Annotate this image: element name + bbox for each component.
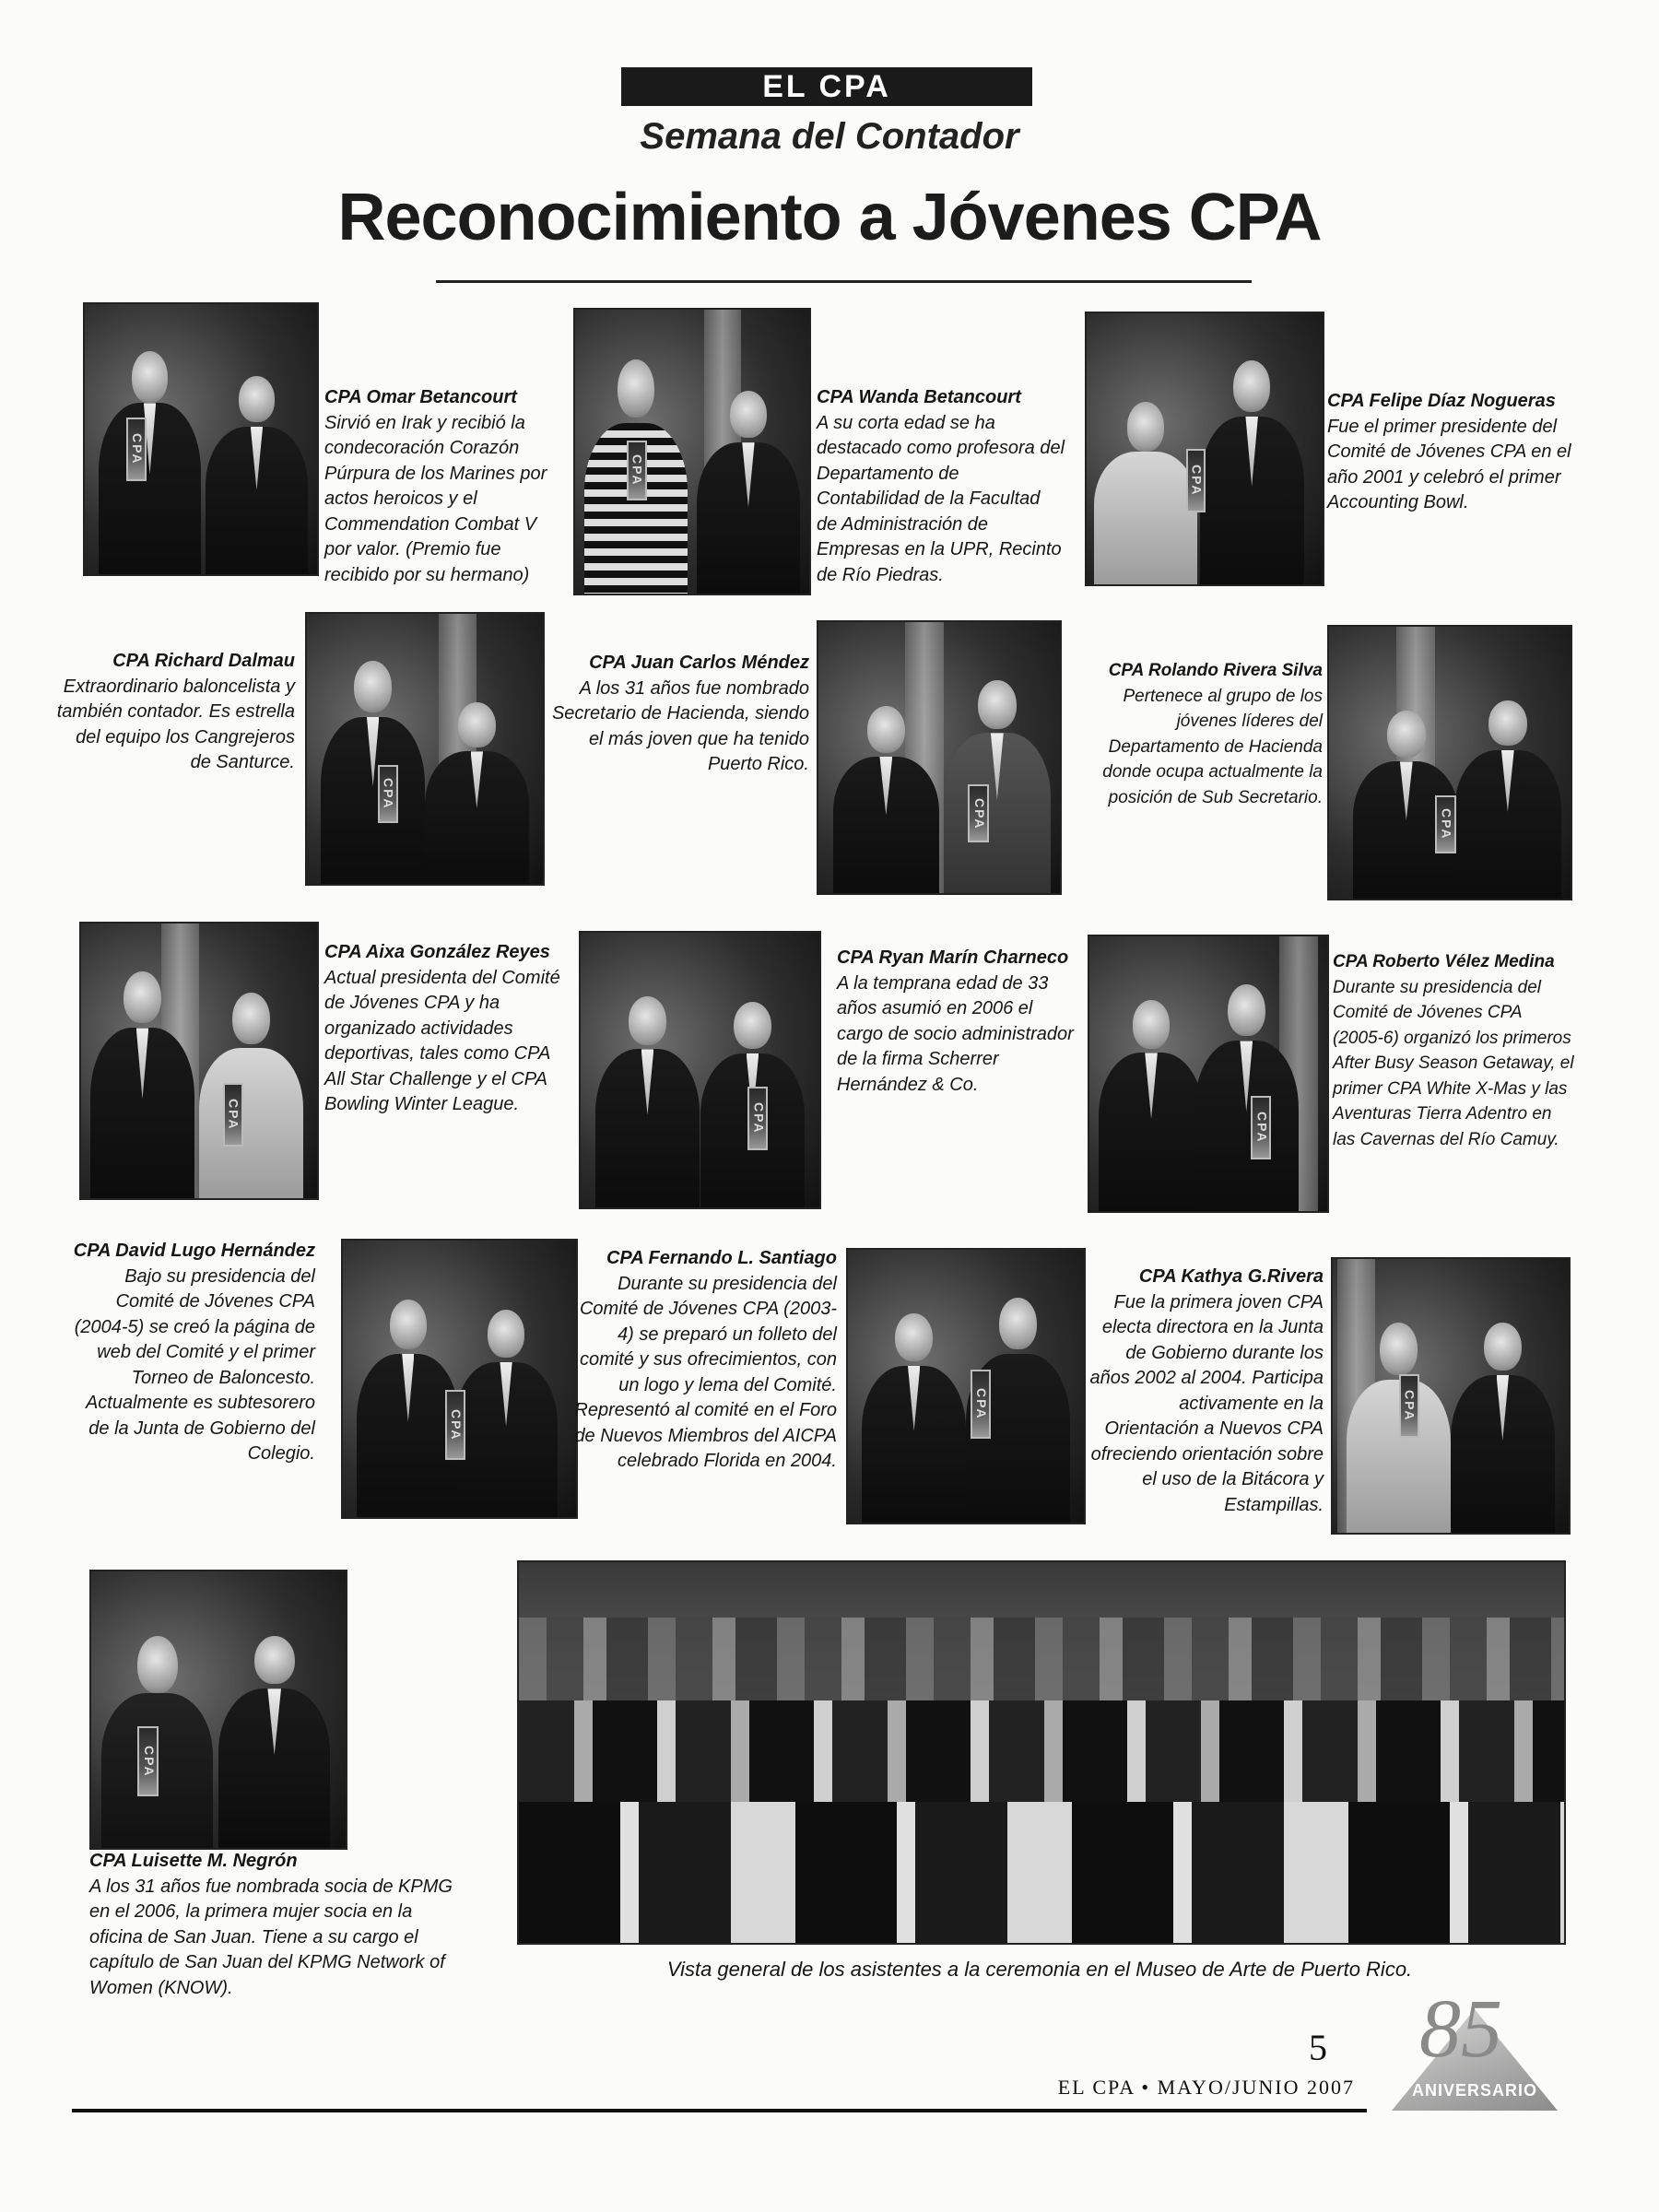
award-plaque: CPA: [1251, 1096, 1271, 1160]
group-photo-audience: [517, 1560, 1566, 1945]
profile-name: CPA Felipe Díaz Nogueras: [1327, 391, 1556, 411]
award-plaque: CPA: [968, 784, 988, 842]
photo-luisette-m-negron: [89, 1570, 347, 1850]
profile-description: Fue el primer presidente del Comité de Jóvenes CPA en el año 2001 y celebró el primer Accounting Bowl.: [1327, 416, 1571, 512]
caption-richard-dalmau: [55, 649, 295, 776]
photo-fernando-l-santiago: [846, 1248, 1086, 1524]
photo-juan-carlos-mendez: [817, 620, 1062, 895]
masthead: EL CPA: [621, 67, 1032, 106]
profile-name: CPA Fernando L. Santiago: [606, 1248, 837, 1268]
photo-richard-dalmau: [305, 612, 545, 886]
photo-ryan-marin-charneco: [579, 931, 821, 1209]
photo-roberto-velez-medina: [1088, 935, 1329, 1213]
award-plaque: CPA: [137, 1726, 159, 1796]
caption-kathya-g-rivera: [1084, 1265, 1324, 1518]
caption-juan-carlos-mendez: [549, 651, 809, 778]
photo-aixa-gonzalez-reyes: [79, 922, 319, 1200]
group-photo-caption: Vista general de los asistentes a la ceremonia en el Museo de Arte de Puerto Rico.: [666, 1958, 1413, 1981]
caption-ryan-marin-charneco: [837, 946, 1078, 1098]
award-plaque: CPA: [223, 1083, 243, 1147]
caption-wanda-betancourt: [817, 385, 1065, 588]
profile-description: Actual presidenta del Comité de Jóvenes CPA y ha organizado actividades deportivas, tales como CPA All Star Challenge y el CPA Bowling Winter League.: [324, 967, 560, 1114]
anniversary-word: ANIVERSARIO: [1411, 2081, 1537, 2100]
profile-name: CPA Aixa González Reyes: [324, 942, 550, 962]
profile-name: CPA David Lugo Hernández: [73, 1241, 315, 1261]
profile-name: CPA Wanda Betancourt: [817, 387, 1021, 407]
photo-david-lugo-hernandez: [341, 1239, 578, 1519]
anniversary-number: 85: [1419, 1983, 1502, 2075]
footer-divider: [72, 2109, 1367, 2112]
award-plaque: CPA: [445, 1390, 465, 1460]
award-plaque: CPA: [747, 1087, 768, 1151]
caption-rolando-rivera-silva: [1069, 658, 1323, 810]
award-plaque: CPA: [126, 418, 147, 480]
award-plaque: CPA: [627, 441, 647, 501]
profile-description: Fue la primera joven CPA electa directora en la Junta de Gobierno durante los años 2002 al 2004. Participa activamente en la Orientación a Nuevos CPA ofreciendo orientación sobre el uso de la Bitácora y Estampillas.: [1089, 1291, 1324, 1515]
profile-description: A su corta edad se ha destacado como profesora del Departamento de Contabilidad de la Facultad de Administración de Empresas en la UPR, Recinto de Río Piedras.: [817, 412, 1065, 585]
section-title: Semana del Contador: [640, 116, 1019, 157]
photo-rolando-rivera-silva: [1327, 625, 1572, 900]
page-headline: Reconocimiento a Jóvenes CPA: [337, 181, 1322, 254]
profile-name: CPA Rolando Rivera Silva: [1108, 661, 1323, 680]
profile-description: A los 31 años fue nombrada socia de KPMG en el 2006, la primera mujer socia en la oficina de San Juan. Tiene a su cargo el capítulo de San Juan del KPMG Network of Women (KNOW).: [89, 1876, 453, 1998]
award-plaque: CPA: [971, 1370, 991, 1439]
page-number: 5: [1309, 2027, 1327, 2068]
photo-wanda-betancourt: [573, 308, 811, 595]
photo-felipe-diaz-nogueras: [1085, 312, 1324, 586]
profile-name: CPA Richard Dalmau: [112, 651, 295, 671]
profile-description: Pertenece al grupo de los jóvenes líderes del Departamento de Hacienda donde ocupa actualmente la posición de Sub Secretario.: [1102, 686, 1323, 807]
profile-name: CPA Kathya G.Rivera: [1138, 1266, 1324, 1287]
award-plaque: CPA: [1435, 795, 1455, 853]
profile-name: CPA Juan Carlos Méndez: [589, 653, 809, 673]
award-plaque: CPA: [1186, 449, 1206, 512]
caption-david-lugo-hernandez: [65, 1239, 315, 1467]
profile-description: Bajo su presidencia del Comité de Jóvenes CPA (2004-5) se creó la página de web del Comité y el primer Torneo de Baloncesto. Actualmente es subtesorero de la Junta de Gobierno del Colegio.: [74, 1265, 315, 1464]
caption-roberto-velez-medina: [1333, 949, 1574, 1152]
caption-fernando-l-santiago: [566, 1246, 837, 1475]
profile-description: Sirvió en Irak y recibió la condecoración Corazón Púrpura de los Marines por actos heroicos y el Commendation Combat V por valor. (Premio fue recibido por su hermano): [324, 412, 547, 585]
caption-luisette-m-negron: [89, 1849, 458, 2001]
anniversary-logo: [1382, 1982, 1567, 2120]
footer-publication: EL CPA • MAYO/JUNIO 2007: [1057, 2076, 1355, 2099]
award-plaque: CPA: [378, 765, 398, 823]
profile-name: CPA Roberto Vélez Medina: [1333, 952, 1555, 971]
profile-name: CPA Luisette M. Negrón: [89, 1851, 298, 1871]
caption-omar-betancourt: [324, 385, 564, 588]
profile-description: Durante su presidencia del Comité de Jóvenes CPA (2005-6) organizó los primeros After Busy Season Getaway, el primer CPA White X-Mas y las Aventuras Tierra Adentro en las Cavernas del Río Camuy.: [1333, 977, 1574, 1149]
photo-kathya-g-rivera: [1331, 1257, 1571, 1535]
caption-aixa-gonzalez-reyes: [324, 940, 573, 1118]
profile-description: Extraordinario baloncelista y también contador. Es estrella del equipo los Cangrejeros de Santurce.: [56, 676, 295, 772]
headline-divider: [436, 280, 1252, 283]
profile-description: Durante su presidencia del Comité de Jóvenes CPA (2003-4) se preparó un folleto del comité y sus ofrecimientos, con un logo y lema del Comité. Representó al comité en el Foro de Nuevos Miembros del AICPA celebrado Florida en 2004.: [574, 1273, 837, 1471]
profile-name: CPA Ryan Marín Charneco: [837, 947, 1069, 968]
photo-omar-betancourt: [83, 302, 319, 576]
caption-felipe-diaz-nogueras: [1327, 389, 1576, 516]
profile-description: A la temprana edad de 33 años asumió en 2006 el cargo de socio administrador de la firma Scherrer Hernández & Co.: [837, 972, 1074, 1095]
award-plaque: CPA: [1399, 1374, 1419, 1438]
profile-name: CPA Omar Betancourt: [324, 387, 517, 407]
profile-description: A los 31 años fue nombrado Secretario de Hacienda, siendo el más joven que ha tenido Puerto Rico.: [551, 677, 809, 774]
